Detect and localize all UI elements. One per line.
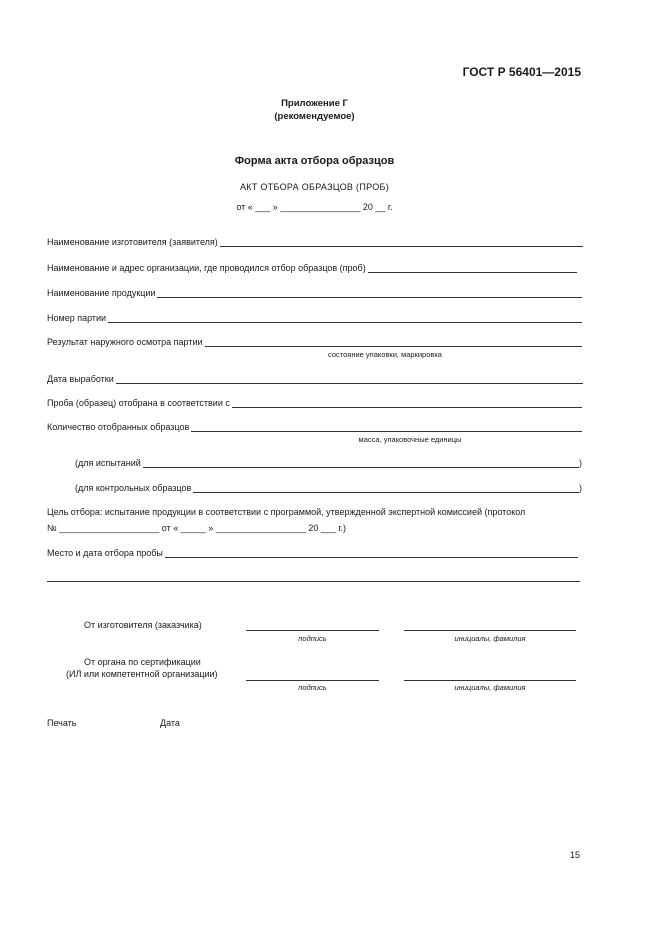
fill-line[interactable] xyxy=(116,374,583,384)
from-body-label-1: От органа по сертификации xyxy=(84,657,201,667)
field-label: Номер партии xyxy=(47,313,107,323)
act-title: АКТ ОТБОРА ОБРАЗЦОВ (ПРОБ) xyxy=(239,182,390,192)
close-paren: ) xyxy=(579,483,582,493)
appendix-heading xyxy=(0,97,629,123)
field-for-tests[interactable] xyxy=(75,458,582,468)
fill-line[interactable] xyxy=(157,288,582,298)
name-hint: инициалы, фамилия xyxy=(454,683,526,692)
field-label: Наименование продукции xyxy=(47,288,156,298)
manufacturer-signature-line[interactable] xyxy=(246,630,379,631)
appendix-status: (рекомендуемое) xyxy=(274,111,355,122)
field-inspection[interactable] xyxy=(47,337,582,347)
page-number: 15 xyxy=(570,850,581,860)
standard-number: ГОСТ Р 56401—2015 xyxy=(462,65,581,79)
body-signature-line[interactable] xyxy=(246,680,379,681)
field-batch[interactable] xyxy=(47,313,582,323)
fill-line[interactable] xyxy=(220,237,583,247)
field-label: Дата выработки xyxy=(47,374,114,384)
fill-line[interactable] xyxy=(232,398,582,408)
body-name-line[interactable] xyxy=(404,680,576,681)
purpose-line-2[interactable]: № ____________________ от « _____ » __________________ 20 ___ г.) xyxy=(47,523,347,533)
field-label: Наименование и адрес организации, где проводился отбор образцов (проб) xyxy=(47,263,366,273)
fill-line[interactable] xyxy=(368,263,577,273)
field-label: Наименование изготовителя (заявителя) xyxy=(47,237,218,247)
quantity-hint: масса, упаковочные единицы xyxy=(358,435,462,444)
name-hint: инициалы, фамилия xyxy=(454,634,526,643)
date-label: Дата xyxy=(160,718,180,728)
fill-line[interactable] xyxy=(108,313,582,323)
form-title: Форма акта отбора образцов xyxy=(234,155,395,167)
signature-hint: подпись xyxy=(298,634,327,643)
field-organization[interactable] xyxy=(47,263,577,273)
field-place-date[interactable] xyxy=(47,548,578,558)
field-label: Количество отобранных образцов xyxy=(47,422,190,432)
field-production-date[interactable] xyxy=(47,374,583,384)
field-manufacturer[interactable] xyxy=(47,237,583,247)
field-sample-standard[interactable] xyxy=(47,398,582,408)
field-label: (для испытаний xyxy=(75,458,141,468)
fill-line[interactable] xyxy=(143,458,579,468)
blank-line[interactable] xyxy=(47,581,580,582)
field-label: Проба (образец) отобрана в соответствии с xyxy=(47,398,230,408)
close-paren: ) xyxy=(579,458,582,468)
appendix-title: Приложение Г xyxy=(281,98,348,109)
field-label: (для контрольных образцов xyxy=(75,483,192,493)
seal-label: Печать xyxy=(47,718,77,728)
signature-hint: подпись xyxy=(298,683,327,692)
fill-line[interactable] xyxy=(165,548,578,558)
inspection-hint: состояние упаковки, маркировка xyxy=(328,350,442,359)
field-label: Результат наружного осмотра партии xyxy=(47,337,203,347)
manufacturer-name-line[interactable] xyxy=(404,630,576,631)
field-for-control[interactable] xyxy=(75,483,582,493)
from-manufacturer-label: От изготовителя (заказчика) xyxy=(84,620,202,630)
field-label: Место и дата отбора пробы xyxy=(47,548,163,558)
purpose-line-1: Цель отбора: испытание продукции в соответствии с программой, утвержденной экспертной комиссией (протокол xyxy=(47,507,526,517)
fill-line[interactable] xyxy=(205,337,583,347)
fill-line[interactable] xyxy=(193,483,579,493)
field-product[interactable] xyxy=(47,288,582,298)
field-quantity[interactable] xyxy=(47,422,582,432)
from-body-label-2: (ИЛ или компетентной организации) xyxy=(66,669,218,679)
act-date-line: от « ___ » ________________ 20 __ г. xyxy=(236,202,393,212)
fill-line[interactable] xyxy=(191,422,582,432)
